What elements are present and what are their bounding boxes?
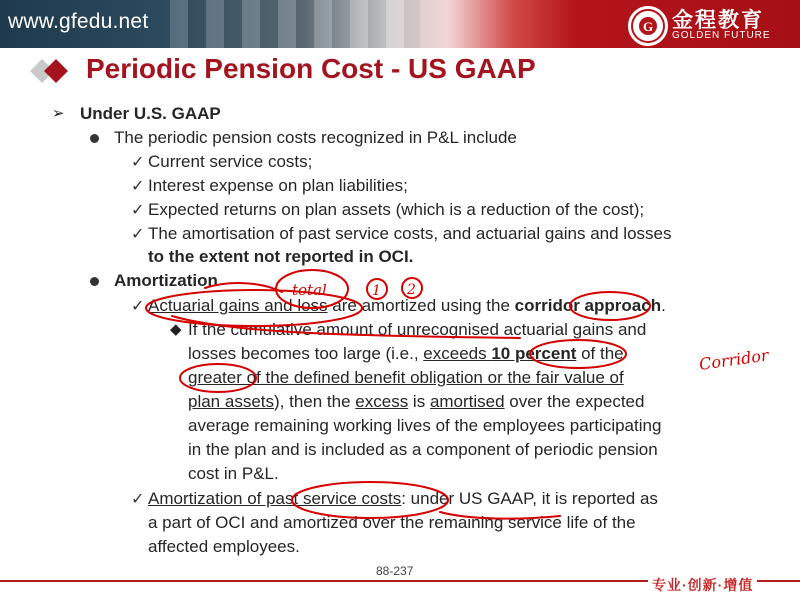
check-icon: ✓ <box>131 298 145 315</box>
detail-line-2 <box>188 343 624 365</box>
ink-note-one: 1 <box>372 283 381 299</box>
check-icon: ✓ <box>131 491 145 508</box>
detail-2-exceeds: exceeds <box>423 344 492 363</box>
item-amortisation-oci: to the extent not reported in OCI. <box>148 247 414 266</box>
bullet-periodic-costs: The periodic pension costs recognized in P&L include <box>114 128 517 147</box>
footer-slogan: 专业·创新·增值 <box>648 575 757 595</box>
corridor-approach-text: corridor approach <box>514 296 662 315</box>
check-icon: ✓ <box>131 178 145 195</box>
item-past-service-line-2: a part of OCI and amortized over the remaining service life of the <box>148 513 636 532</box>
past-service-costs-text: Amortization of past service costs <box>148 489 402 508</box>
page-number: 88-237 <box>376 564 414 578</box>
diamond-bullet-icon: ◆ <box>170 321 182 338</box>
detail-line-5: average remaining working lives of the employees participating <box>188 416 662 435</box>
detail-line-7: cost in P&L. <box>188 464 279 483</box>
check-icon: ✓ <box>131 154 145 171</box>
bullet-amortization: Amortization <box>114 271 218 290</box>
header-stripes <box>170 0 420 48</box>
actuarial-mid-text: are amortized using the <box>327 296 515 315</box>
detail-2-end: of the <box>576 344 624 363</box>
detail-line-1: If the cumulative amount of unrecognised actuarial gains and <box>188 320 647 339</box>
actuarial-gains-text: Actuarial gains and loss <box>148 296 328 315</box>
detail-4-mid: ), then the <box>274 392 356 411</box>
detail-line-6: in the plan and is included as a component of periodic pension <box>188 440 658 459</box>
detail-2-pre: losses becomes too large (i.e., <box>188 344 424 363</box>
item-interest-expense: Interest expense on plan liabilities; <box>148 176 408 195</box>
detail-line-4 <box>188 391 644 413</box>
detail-4-end: over the expected <box>504 392 645 411</box>
title-diamond-icon <box>18 54 78 88</box>
slide-title: Periodic Pension Cost - US GAAP <box>86 53 536 84</box>
item-actuarial-gains <box>148 295 666 317</box>
site-url[interactable]: www.gfedu.net <box>8 10 149 33</box>
heading-under-us-gaap: Under U.S. GAAP <box>80 104 221 123</box>
arrow-bullet-icon: ➢ <box>52 105 65 122</box>
check-icon: ✓ <box>131 226 145 243</box>
ink-note-total: total <box>292 281 327 299</box>
bullet-dot-icon <box>90 277 99 286</box>
past-service-end-text: : under US GAAP, it is reported as <box>401 489 658 508</box>
item-amortisation-psc: The amortisation of past service costs, and actuarial gains and losses <box>148 224 672 243</box>
ink-note-corridor: Corridor <box>697 345 770 374</box>
detail-2-ten-percent: 10 percent <box>491 344 577 363</box>
logo-chinese-name: 金程教育 <box>672 9 764 32</box>
actuarial-end-text: . <box>661 296 666 315</box>
svg-text:G: G <box>642 19 654 34</box>
ink-note-two: 2 <box>407 282 416 298</box>
detail-line-3: greater of the defined benefit obligation or the fair value of <box>188 368 624 387</box>
detail-4-amortised: amortised <box>429 392 505 411</box>
item-expected-returns: Expected returns on plan assets (which is a reduction of the cost); <box>148 200 645 219</box>
logo-seal-icon <box>628 6 668 46</box>
item-past-service-costs <box>148 488 658 510</box>
item-current-service-costs: Current service costs; <box>148 152 313 171</box>
bullet-dot-icon <box>90 134 99 143</box>
header-bar <box>0 0 800 48</box>
detail-4-is: is <box>408 392 430 411</box>
logo-english-name: GOLDEN FUTURE <box>672 30 771 41</box>
detail-4-excess: excess <box>355 392 409 411</box>
item-past-service-line-3: affected employees. <box>148 537 300 556</box>
check-icon: ✓ <box>131 202 145 219</box>
detail-4-plan-assets: plan assets <box>188 392 274 411</box>
